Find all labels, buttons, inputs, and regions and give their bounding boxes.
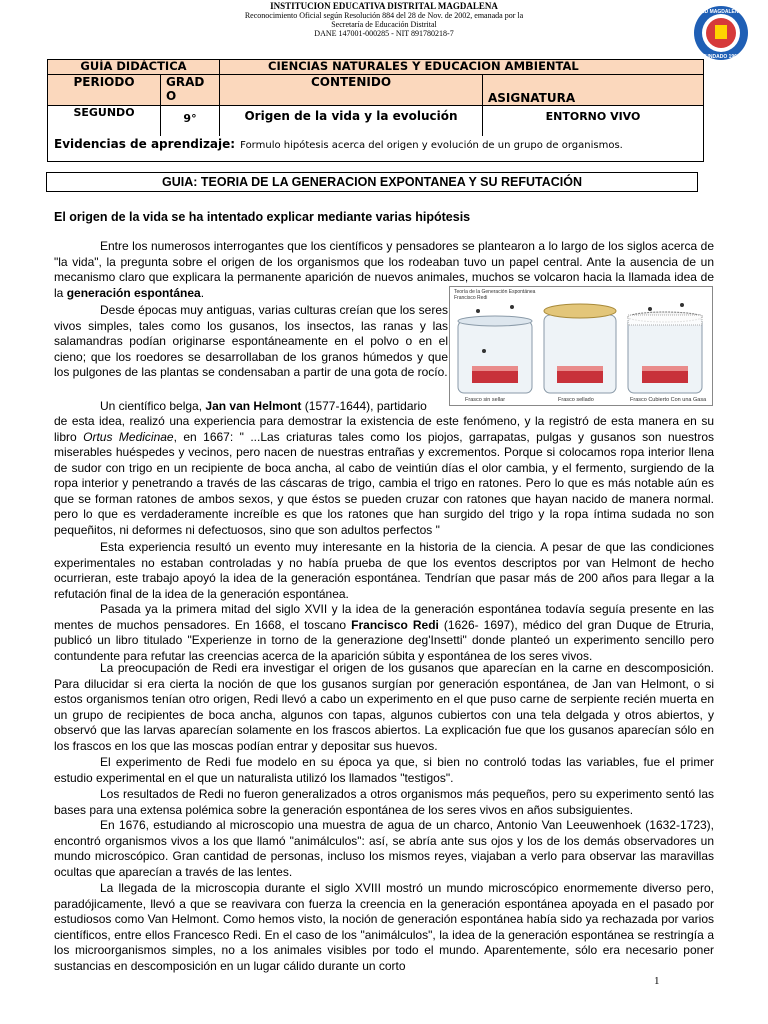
jar-sealed <box>544 304 616 393</box>
paragraph-2-text: Desde épocas muy antiguas, varias culturas creían que los seres vivos simples, tales como los gusanos, los insectos, las ranas y las salamandras podían originarse espontáneamente en el polvo o en el cieno; que los roedores se desarrollaban de los granos húmedos y que los pulgones de las plantas se condensaban a partir de una gota de rocío. <box>54 303 448 379</box>
asignatura-label-cell <box>483 75 704 106</box>
paragraph-5-bold: Francisco Redi <box>351 617 439 632</box>
asignatura-value-cell <box>483 106 704 137</box>
grado-label: GRAD O <box>166 75 205 103</box>
paragraph-3d: , en 1667: " ...Las criaturas tales como los piojos, garrapatas, pulgas y gusanos son nuestros miserables huéspedes y vecinos, pero nacen de nuestras entrañas y excrementos. Porque si colocamos ropa interior llena de sudor con trigo en un recipiente de boca ancha, al cabo de veintiún días el olor cambia, y el fermento, surgiendo de la ropa interior y penetrando a través de las cáscaras de trigo, cambia el trigo en ratones. Pero lo que es más notable aún es que se forman ratones de ambos sexos, y que éstos se pueden cruzar con ratones que hayan nacido de manera normal. pero lo que es verdaderamente increíble es que los ratones que han surgido del trigo y la ropa íntima sudada no son pequeñitos, ni deformes ni defectuosos, sino que son adultos perfectos " <box>54 429 714 537</box>
periodo-value-cell <box>48 106 161 137</box>
contenido-label-cell <box>220 75 483 106</box>
header-resolution: Reconocimiento Oficial según Resolución 884 del 28 de Nov. de 2002, emanada por la <box>244 11 524 20</box>
jar-label-open: Frasco sin sellar <box>465 397 506 403</box>
logo-text-top: IED MAGDALENA <box>699 9 743 15</box>
paragraph-7-text: El experimento de Redi fue modelo en su época ya que, si bien no controló todas las variables, fue el primer estudio experimental en el que un naturalista utilizó los llamados "testigos". <box>54 755 714 785</box>
institution-name: INSTITUCION EDUCATIVA DISTRITAL MAGDALENA <box>270 1 498 11</box>
jar-gauze <box>628 303 702 393</box>
paragraph-10-text: La llegada de la microscopia durante el siglo XVIII mostró un mundo microscópico enormemente diverso pero, paradójicamente, llevó a que se reavivara con fuerza la creencia en la generación espontánea apoyada en el pasado por estudiosos como Van Helmont. Como hemos visto, la noción de generación espontánea había sido ya rechazada por varios científicos, entre ellos Francesco Redi. En el caso de los "animálculos", la idea de la generación espontánea se restringía a los microorganismos simples, no a los animales visibles por todo el mundo. Aparentemente, sólo era necesario poner sustancias en descomposición en un lugar cálido durante un corto <box>54 881 714 973</box>
guide-info-table <box>47 59 704 137</box>
periodo-label: PERIODO <box>73 75 135 89</box>
paragraph-2 <box>54 303 448 381</box>
paragraph-5 <box>54 602 714 664</box>
paragraph-1-end: . <box>200 285 205 300</box>
paragraph-7 <box>54 755 714 786</box>
paragraph-3a: Un científico belga, <box>100 399 203 413</box>
redi-jars-illustration <box>450 287 712 405</box>
jar-label-sealed: Frasco sellado <box>558 397 594 403</box>
paragraph-4 <box>54 540 714 602</box>
paragraph-3-body <box>54 414 714 538</box>
periodo-label-cell <box>48 75 161 106</box>
grado-value: 9° <box>183 112 197 125</box>
guide-title: GUIA: TEORIA DE LA GENERACION EXPONTANEA Y SU REFUTACIÓN <box>162 175 582 189</box>
paragraph-3c: de esta idea, realizó una experiencia para demostrar la existencia de este fenómeno, y la registró de esta manera en su libro <box>54 414 714 444</box>
paragraph-4-text: Esta experiencia resultó un evento muy interesante en la historia de la ciencia. A pesar de que las condiciones experimentales no estaban controladas y no había prueba de que los eventos descriptos por van Helmont de hecho ocurrieran, este trabajo apoyó la idea de la generación espontánea. Tendrían que pasar más de 200 años para llegar a la refutación final de la idea de la generación espontánea. <box>54 540 714 601</box>
jar-label-gauze: Frasco Cubierto Con una Gasa <box>630 397 707 403</box>
area-name: CIENCIAS NATURALES Y EDUCACION AMBIENTAL <box>268 59 579 73</box>
paragraph-10 <box>54 881 714 974</box>
guide-label: GUÍA DIDÁCTICA <box>80 59 187 73</box>
evidencias-label: Evidencias de aprendizaje: <box>54 137 236 151</box>
paragraph-1-bold: generación espontánea <box>66 285 201 300</box>
header-secretaria: Secretaría de Educación Distrital <box>331 20 437 29</box>
institution-header <box>0 2 768 38</box>
figure-title-line1: Teoría de la Generación Espontánea <box>454 289 536 295</box>
page-number: 1 <box>654 975 660 987</box>
paragraph-8-text: Los resultados de Redi no fueron generalizados a otros organismos más pequeños, pero su experimento sentó las bases para una extensa polémica sobre la generación espontánea de los seres vivos en años subsiguientes. <box>54 787 714 817</box>
paragraph-6-text: La preocupación de Redi era investigar el origen de los gusanos que aparecían en la carne en descomposición. Para dilucidar si era cierta la noción de que los gusanos surgían por generación espontánea, de Jan van Helmont, o si estos organismos tenían otro origen, Redi llevó a cabo un experimento en el que puso carne de serpiente recién muerta en un grupo de recipientes de boca ancha, algunos con tapas, algunos cubiertos con una tela delgada y otros abiertos, y observó que las larvas aparecían solamente en los frascos abiertos. La explicación fue que los gusanos aparecían sólo en los frascos en los que las moscas podían entrar y depositar sus huevos. <box>54 661 714 753</box>
evidencias-value: Formulo hipótesis acerca del origen y evolución de un grupo de organismos. <box>240 140 623 151</box>
logo-text-bottom: FUNDADO 1968 <box>702 54 740 60</box>
paragraph-3-bold: Jan van Helmont <box>205 399 302 413</box>
paragraph-3b: (1577-1644), partidario <box>304 399 427 413</box>
header-dane: DANE 147001-000285 - NIT 891780218-7 <box>314 29 454 38</box>
paragraph-6 <box>54 661 714 754</box>
intro-subtitle: El origen de la vida se ha intentado explicar mediante varias hipótesis <box>54 210 471 224</box>
paragraph-3-italic: Ortus Medicinae <box>83 429 174 444</box>
paragraph-1-text: Entre los numerosos interrogantes que los científicos y pensadores se plantearon a lo largo de los siglos acerca de "la vida", la pregunta sobre el origen de los organismos que los rodeaban tuvo un papel central. Ante la ausencia de un mecanismo claro que explicara la permanente aparición de nuevos animales, muchos se volcaron hacia la llamada idea de la <box>54 239 714 300</box>
paragraph-3-start <box>54 399 448 415</box>
contenido-value-cell <box>220 106 483 137</box>
area-cell <box>220 60 704 75</box>
school-logo <box>690 5 752 61</box>
grado-value-cell <box>161 106 220 137</box>
paragraph-5a: Pasada ya la primera mitad del siglo XVII y la idea de la generación espontánea todavía seguía presente en las mentes de muchos pensadores. En 1668, el toscano <box>54 602 714 632</box>
evidencias-row <box>47 136 704 162</box>
paragraph-5b: (1626- 1697), médico del gran Duque de Etruria, publicó un libro titulado "Experienze in torno de la generazione deg'Insetti" donde planteó un experimento sencillo pero contundente para refutar las creencias acerca de la aparición súbita y espontánea de los seres vivos. <box>54 617 714 663</box>
contenido-label: CONTENIDO <box>310 75 392 89</box>
asignatura-value: ENTORNO VIVO <box>545 110 641 123</box>
contenido-value: Origen de la vida y la evolución <box>244 109 458 123</box>
figure-title-line2: Francisco Redi <box>454 295 488 301</box>
paragraph-8 <box>54 787 714 818</box>
paragraph-9-text: En 1676, estudiando al microscopio una muestra de agua de un charco, Antonio Van Leeuwenhoek (1632-1723), encontró organismos vivos a los que llamó "animálculos": así, se abría ante sus ojos y los de los demás observadores un mundo microscópico. Gran cantidad de personas, incluso los mismos reyes, viajaban a verlo para observar las maravillas ocultas que aparecían a través de las lentes. <box>54 818 714 879</box>
guide-label-cell <box>48 60 220 75</box>
paragraph-9 <box>54 818 714 880</box>
grado-label-cell <box>161 75 220 106</box>
redi-experiment-figure <box>449 286 713 406</box>
asignatura-label: ASIGNATURA <box>488 91 576 105</box>
jar-open <box>458 305 532 393</box>
guide-title-box <box>46 172 698 192</box>
periodo-value: SEGUNDO <box>73 106 135 119</box>
